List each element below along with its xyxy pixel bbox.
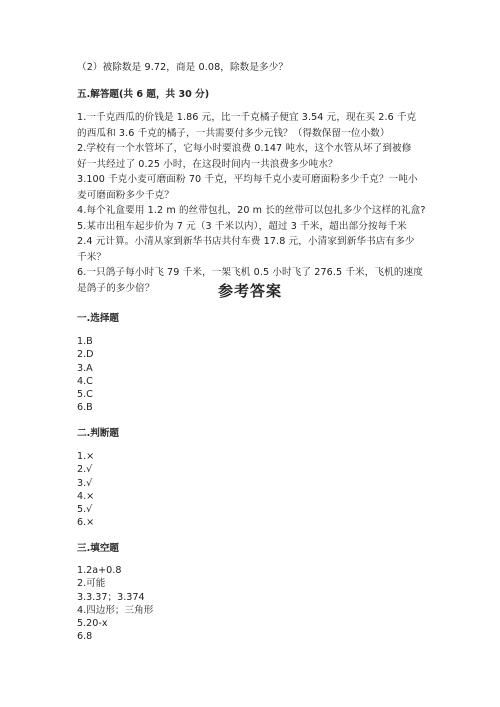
intro-question: （2）被除数是 9.72，商是 0.08，除数是多少？ <box>77 62 289 73</box>
answer-item: 3.√ <box>77 477 93 489</box>
answer-item: 3.3.37；3.374 <box>77 591 145 603</box>
problem-line: 3.100 千克小麦可磨面粉 70 千克，平均每千克小麦可磨面粉多少千克？一吨小 <box>77 174 418 185</box>
problem-line: 是鸽子的多少倍？ <box>77 282 155 294</box>
answer-list <box>77 335 427 415</box>
answer-item: 6.8 <box>77 631 93 643</box>
problem-line: 2.4 元计算。小清从家到新华书店共付车费 17.8 元，小清家到新华书店有多少 <box>77 236 415 247</box>
answer-key-title: 参考答案 <box>217 282 282 300</box>
answer-item: 6.× <box>77 517 95 529</box>
answer-item: 3.A <box>77 362 93 374</box>
answer-list <box>77 450 427 530</box>
answer-item: 2.D <box>77 349 94 361</box>
answer-item: 1.2a+0.8 <box>77 565 122 576</box>
problem-line: 4.每个礼盒要用 1.2 m 的丝带包扎，20 m 长的丝带可以包扎多少个这样的礼盒? <box>77 205 426 216</box>
problem-line: 千米？ <box>77 251 107 263</box>
answer-item: 5.√ <box>77 504 93 516</box>
answer-item: 1.× <box>77 451 95 462</box>
section-heading-answer-questions: 五.解答题(共 6 题，共 30 分) <box>77 89 210 100</box>
problem-list <box>77 110 427 296</box>
answer-item: 5.20-x <box>77 618 108 630</box>
problem-line: 好一共经过了 0.25 小时，在这段时间内一共浪费多少吨水？ <box>77 158 338 170</box>
answer-item: 6.B <box>77 402 93 414</box>
answer-item: 4.四边形；三角形 <box>77 604 154 616</box>
answer-item: 2.可能 <box>77 578 106 590</box>
answer-section-heading: 二.判断题 <box>77 428 120 439</box>
problem-line: 5.某市出租车起步价为 7 元（3 千米以内），超过 3 千米，超出部分按每千米 <box>77 220 407 232</box>
problem-line: 6.一只鸽子每小时飞 79 千米，一架飞机 0.5 小时飞了 276.5 千米，飞机的速度 <box>77 267 423 278</box>
answer-list <box>77 564 427 644</box>
problem-line: 麦可磨面粉多少千克？ <box>77 189 174 201</box>
answer-section-heading: 一.选择题 <box>77 313 120 324</box>
problem-line: 的西瓜和 3.6 千克的橘子，一共需要付多少元钱？（得数保留一位小数） <box>77 127 390 139</box>
answer-item: 2.√ <box>77 464 93 476</box>
answer-item: 4.C <box>77 375 93 387</box>
problem-line: 2.学校有一个水管坏了，它每小时要浪费 0.147 吨水，这个水管从坏了到被修 <box>77 143 412 154</box>
problem-line: 1.一千克西瓜的价钱是 1.86 元，比一千克橘子便宜 3.54 元，现在买 2.6 千克 <box>77 112 417 123</box>
answer-item: 1.B <box>77 336 93 347</box>
answer-section-heading: 三.填空题 <box>77 543 120 554</box>
answer-item: 5.C <box>77 389 93 401</box>
answer-item: 4.× <box>77 490 95 502</box>
